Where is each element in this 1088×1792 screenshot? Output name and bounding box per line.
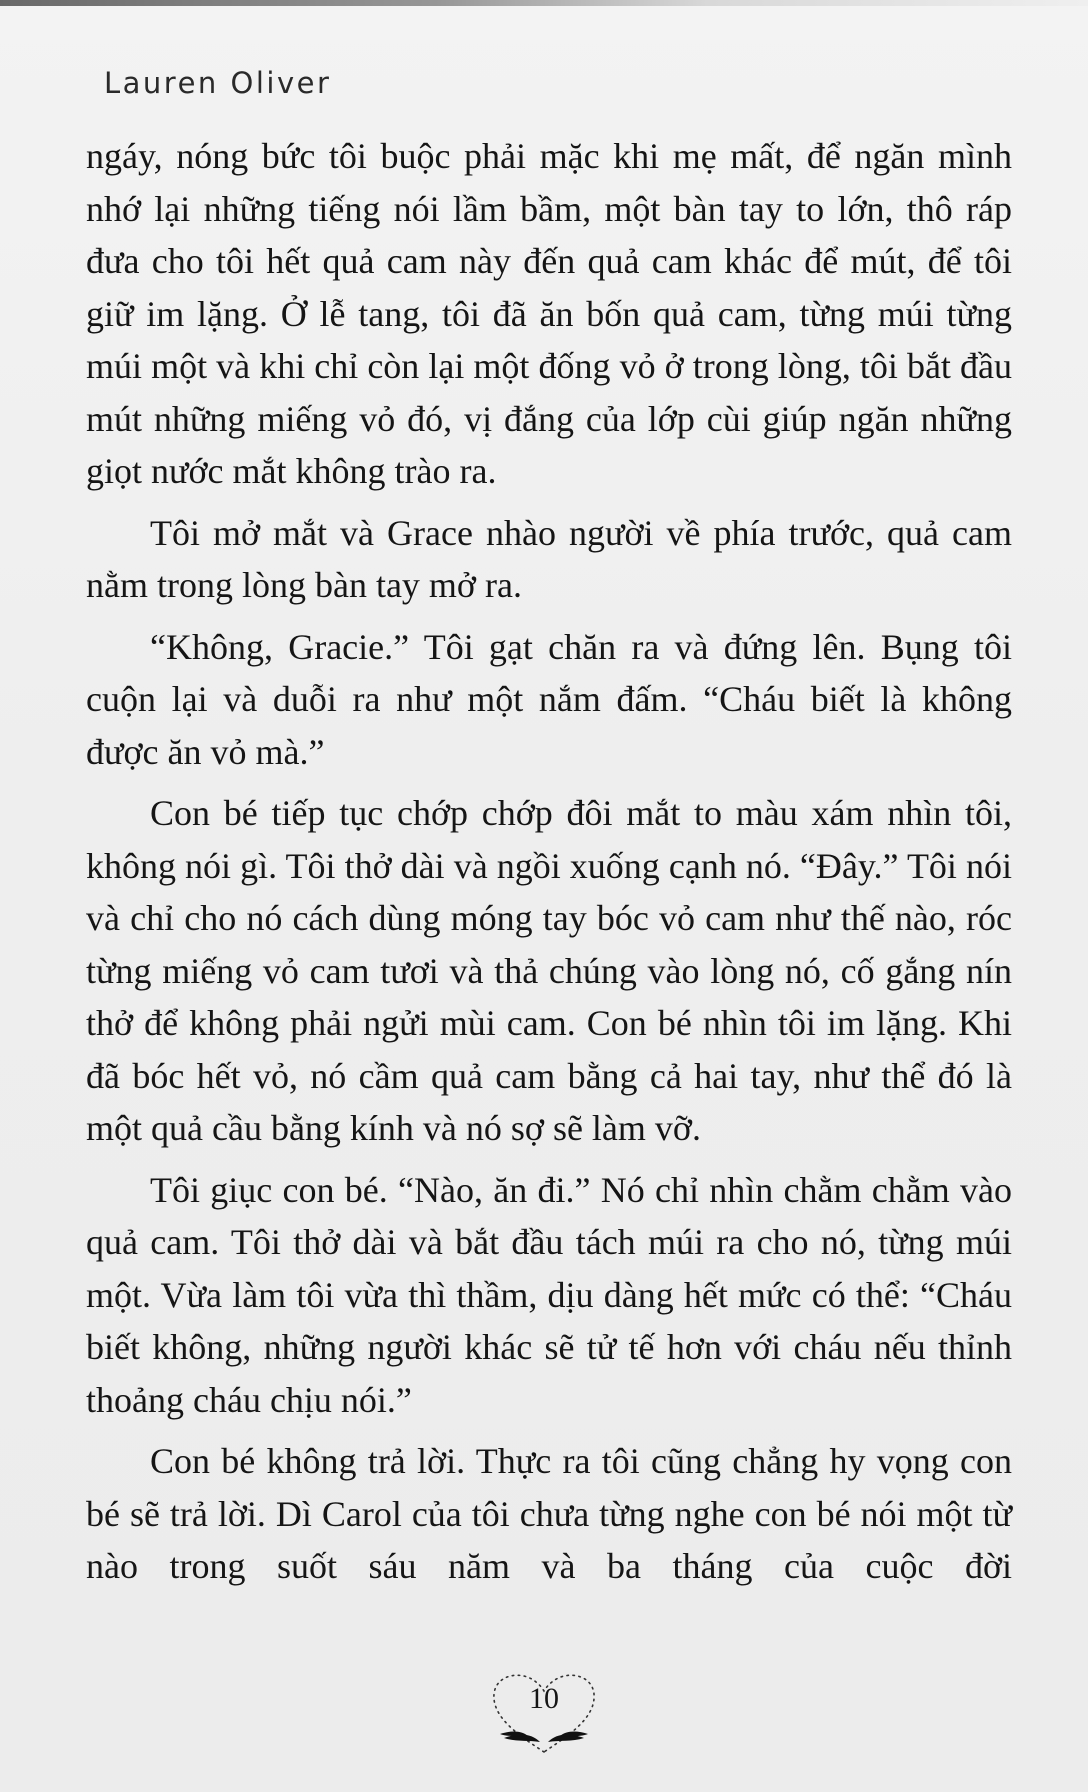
paragraph-1: ngáy, nóng bức tôi buộc phải mặc khi mẹ mất, để ngăn mình nhớ lại những tiếng nói lầm bầm, một bàn tay to lớn, thô ráp đưa cho tôi hết quả cam này đến quả cam khác để mút, để tôi giữ im lặng. Ở lễ tang, tôi đã ăn bốn quả cam, từng múi từng múi một và khi chỉ còn lại một đống vỏ ở trong lòng, tôi bắt đầu mút những miếng vỏ đó, vị đắng của lớp cùi giúp ngăn những giọt nước mắt không trào ra. <box>86 136 1012 491</box>
paragraph-6: Con bé không trả lời. Thực ra tôi cũng chẳng hy vọng con bé sẽ trả lời. Dì Carol của tôi chưa từng nghe con bé nói một từ nào trong suốt sáu năm và ba tháng của cuộc đời <box>86 1441 1012 1586</box>
body-text <box>86 130 1012 1602</box>
paragraph-3: “Không, Gracie.” Tôi gạt chăn ra và đứng lên. Bụng tôi cuộn lại và duỗi ra như một nắm đấm. “Cháu biết là không được ăn vỏ mà.” <box>86 626 1012 772</box>
paragraph-5: Tôi giục con bé. “Nào, ăn đi.” Nó chỉ nhìn chằm chằm vào quả cam. Tôi thở dài và bắt đầu tách múi ra cho nó, từng múi một. Vừa làm tôi vừa thì thầm, dịu dàng hết mức có thể: “Cháu biết không, những người khác sẽ tử tế hơn với cháu nếu thỉnh thoảng cháu chịu nói.” <box>86 1169 1012 1420</box>
paragraph-2: Tôi mở mắt và Grace nhào người về phía trước, quả cam nằm trong lòng bàn tay mở ra. <box>86 512 1012 605</box>
page-number-ornament <box>0 1660 1088 1770</box>
page-number: 10 <box>529 1682 559 1715</box>
paragraph-4: Con bé tiếp tục chớp chớp đôi mắt to màu xám nhìn tôi, không nói gì. Tôi thở dài và ngồi xuống cạnh nó. “Đây.” Tôi nói và chỉ cho nó cách dùng móng tay bóc vỏ cam như thế nào, róc từng miếng vỏ cam tươi và thả chúng vào lòng nó, cố gắng nín thở để không phải ngửi mùi cam. Con bé nhìn tôi im lặng. Khi đã bóc hết vỏ, nó cầm quả cam bằng cả hai tay, như thể đó là một quả cầu bằng kính và nó sợ sẽ làm vỡ. <box>86 793 1012 1148</box>
running-header-author: Lauren Oliver <box>104 66 332 100</box>
page-edge-shadow <box>0 0 1088 6</box>
